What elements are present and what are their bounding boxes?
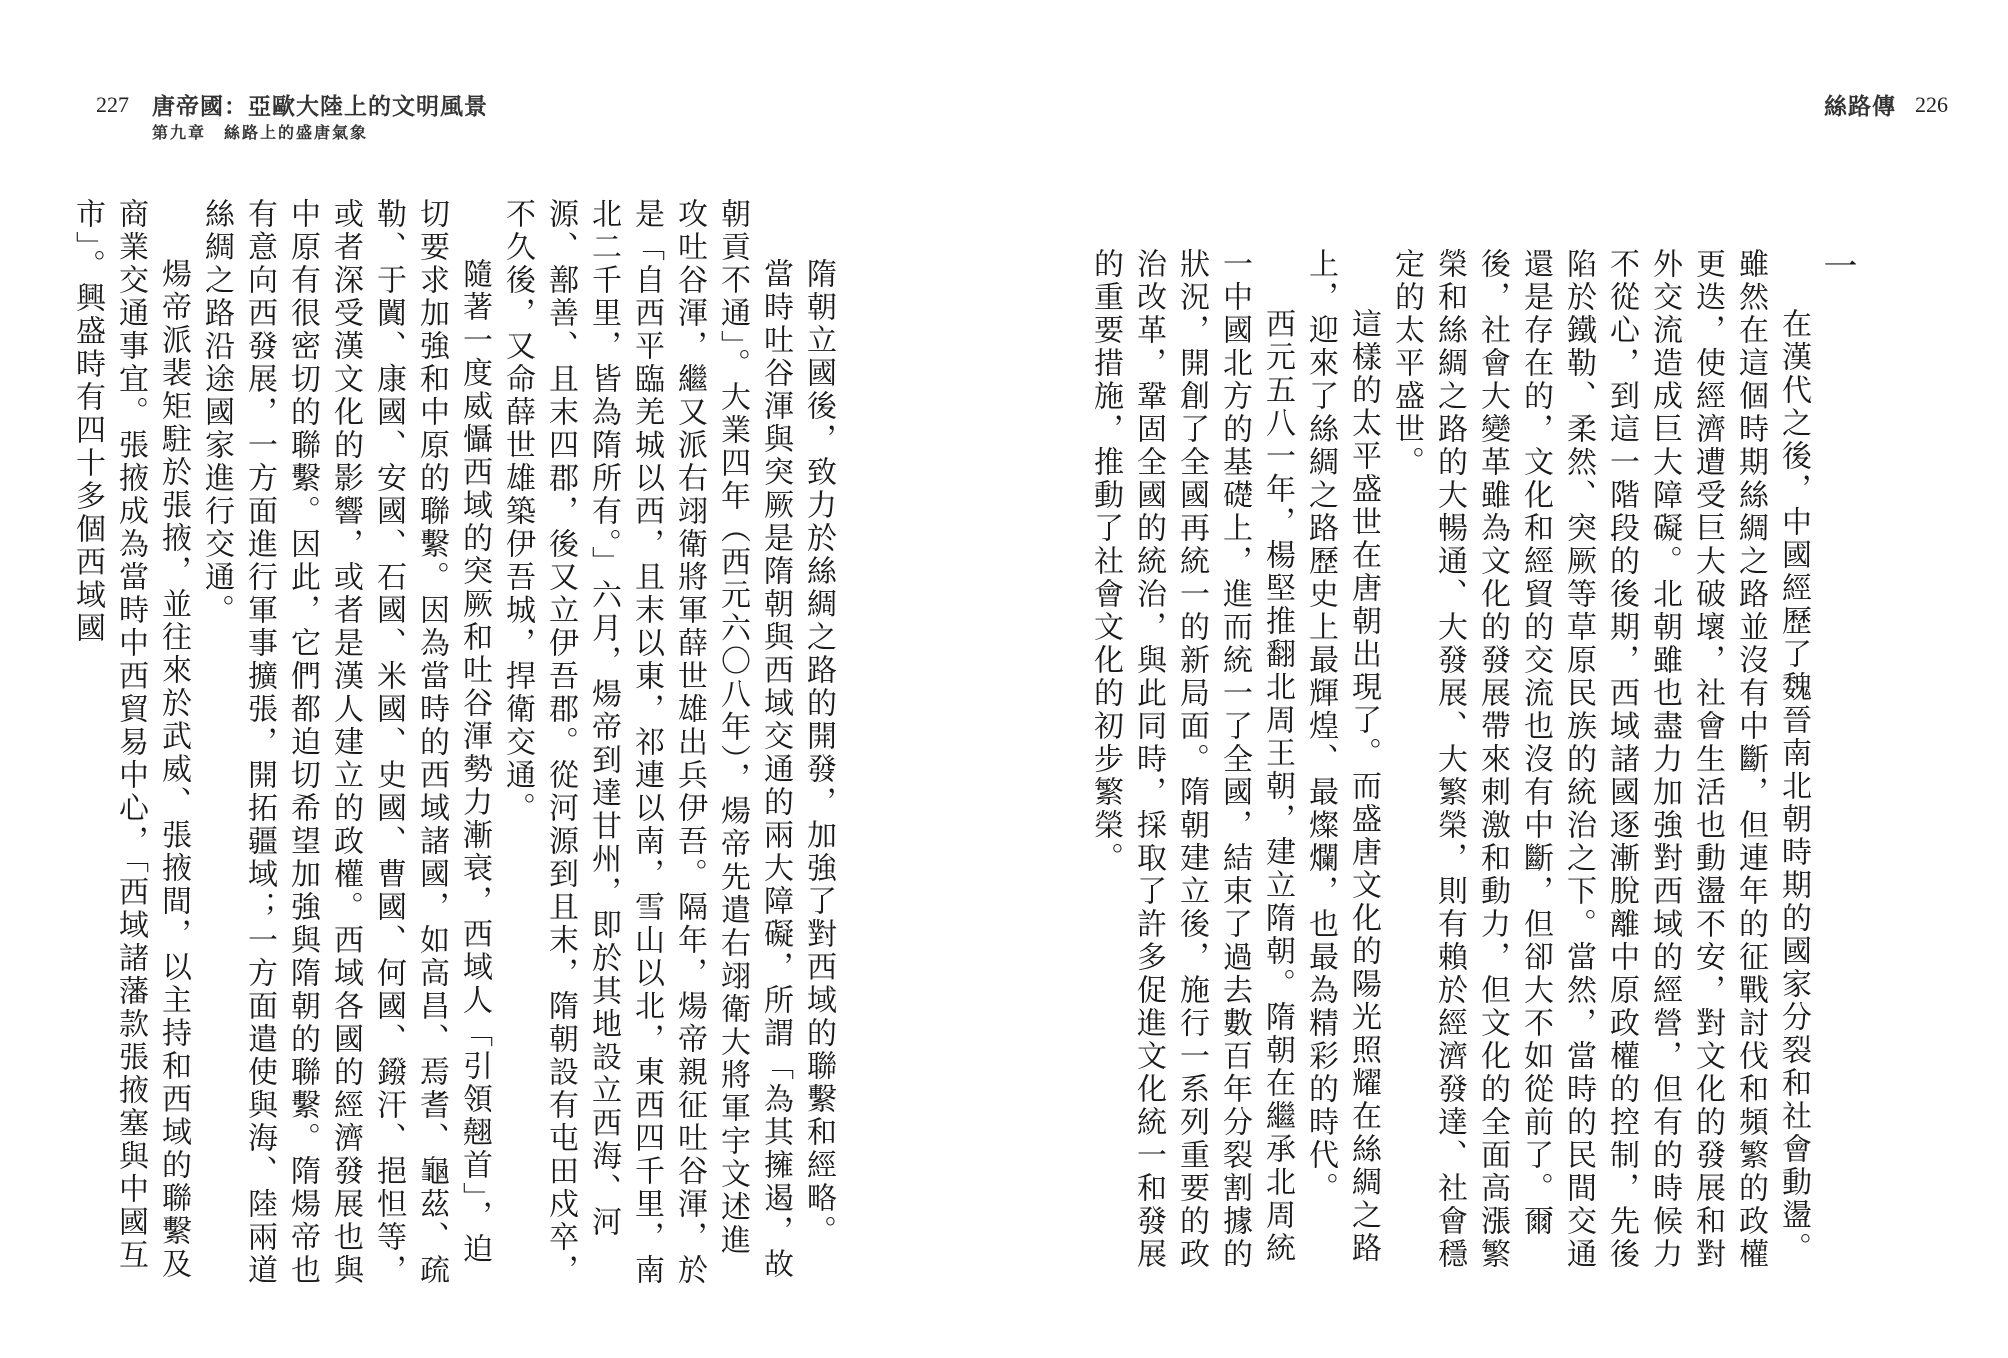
paragraph: 煬帝派裴矩駐於張掖，並往來於武威、張掖間，以主持和西域的聯繫及商業交通事宜。張掖成為當時中西貿易中心，「西域諸藩款張掖塞與中國互市」。興盛時有四十多個西域國	[70, 198, 191, 1281]
right-running-header-book-title: 絲路傳	[1824, 94, 1896, 120]
left-running-header-book-title: 唐帝國：亞歐大陸上的文明風景	[152, 94, 488, 120]
left-running-header-chapter-title: 第九章 絲路上的盛唐氣象	[152, 123, 369, 142]
paragraph: 隋朝立國後，致力於絲綢之路的開發，加強了對西域的聯繫和經略。	[801, 258, 836, 1248]
paragraph: 西元五八一年，楊堅推翻北周王朝，建立隋朝。隋朝在繼承北周統一中國北方的基礎上，進而統一了全國，結束了過去數百年分裂割據的狀況，開創了全國再統一的新局面。隋朝建立後，施行一系列重要的政治改革，鞏固全國的統治，與此同時，採取了許多促進文化統一和發展的重要措施，推動了社會文化的初步繁榮。	[1088, 248, 1295, 1271]
right-page-body-text	[1088, 248, 1858, 1288]
paragraph: 隨著一度威懾西域的突厥和吐谷渾勢力漸衰，西域人「引領翹首」，迫切要求加強和中原的聯繫。因為當時的西域諸國，如高昌、焉耆、龜茲、疏勒、于闐、康國、安國、石國、米國、史國、曹國、何國、鏺汗、挹怛等，或者深受漢文化的影響，或者是漢人建立的政權。西域各國的經濟發展也與中原有很密切的聯繫。因此，它們都迫切希望加強與隋朝的聯繫。隋煬帝也有意向西發展，一方面進行軍事擴張，開拓疆域；一方面遣使與海、陸兩道絲綢之路沿途國家進行交通。	[199, 198, 492, 1287]
section-number-heading: 一	[1817, 248, 1857, 282]
left-page-body-text	[70, 198, 840, 1288]
right-page-number: 226	[1915, 92, 1948, 117]
paragraph: 當時吐谷渾與突厥是隋朝與西域交通的兩大障礙，所謂「為其擁遏，故朝貢不通」。大業四年（西元六〇八年），煬帝先遣右翊衛大將軍宇文述進攻吐谷渾，繼又派右翊衛將軍薛世雄出兵伊吾。隔年，煬帝親征吐谷渾，於是「自西平臨羌城以西，且末以東，祁連以南，雪山以北，東西四千里，南北二千里，皆為隋所有。」六月，煬帝到達甘州，即於其地設立西海、河源、鄯善、且末四郡，後又立伊吾郡。從河源到且末，隋朝設有屯田戍卒，不久後，又命薛世雄築伊吾城，捍衛交通。	[500, 198, 793, 1287]
paragraph: 在漢代之後，中國經歷了魏晉南北朝時期的國家分裂和社會動盪。雖然在這個時期絲綢之路並沒有中斷，但連年的征戰討伐和頻繁的政權更迭，使經濟遭受巨大破壞，社會生活也動盪不安，對文化的發展和對外交流造成巨大障礙。北朝雖也盡力加強對西域的經營，但有的時候力不從心，到這一階段的後期，西域諸國逐漸脫離中原政權的控制，先後陷於鐵勒、柔然、突厥等草原民族的統治之下。當然，當時的民間交通還是存在的，文化和經貿的交流也沒有中斷，但卻大不如從前了。爾後，社會大變革雖為文化的發展帶來刺激和動力，但文化的全面高漲繁榮和絲綢之路的大暢通、大發展、大繁榮，則有賴於經濟發達、社會穩定的太平盛世。	[1389, 248, 1811, 1271]
left-page-number: 227	[96, 92, 129, 117]
right-page	[1004, 0, 2008, 1358]
paragraph: 這樣的太平盛世在唐朝出現了。而盛唐文化的陽光照耀在絲綢之路上，迎來了絲綢之路歷史上最輝煌、最燦爛，也最為精彩的時代。	[1303, 248, 1381, 1265]
